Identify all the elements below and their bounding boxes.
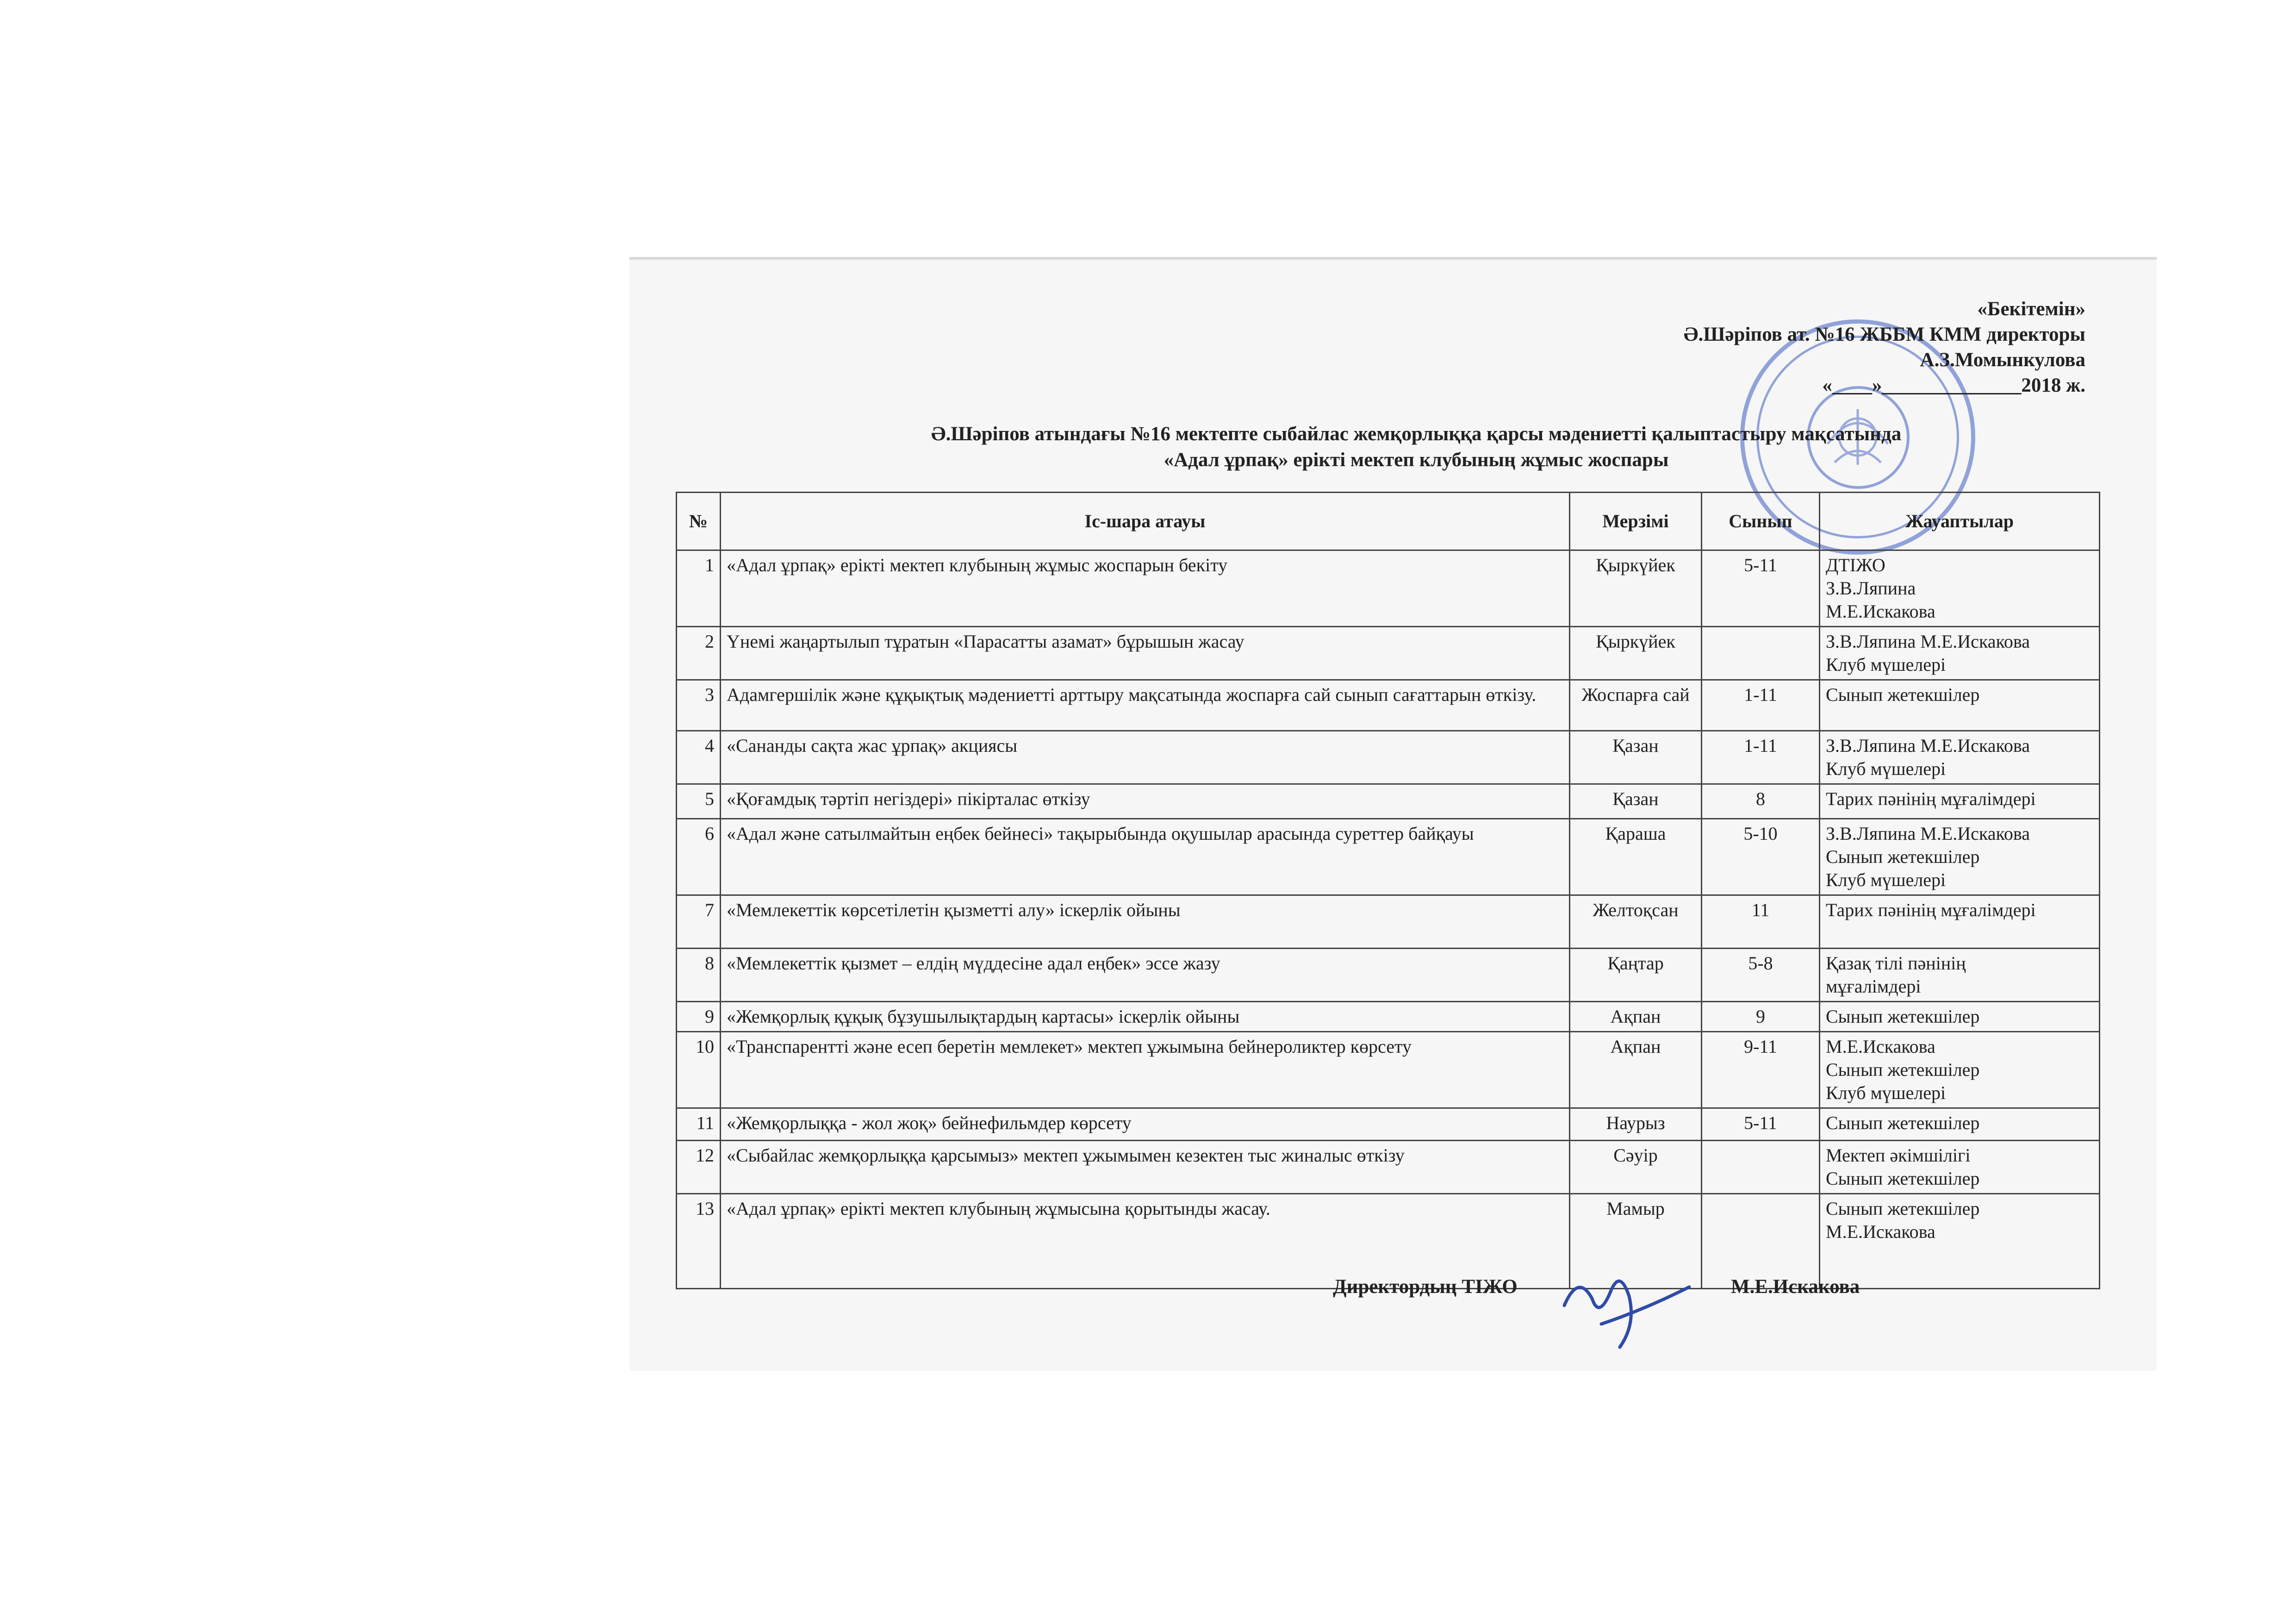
table-row — [677, 949, 2100, 1002]
row-grade: 5-11 — [1702, 550, 1820, 627]
row-grade: 5-10 — [1702, 819, 1820, 895]
row-number: 11 — [677, 1108, 721, 1141]
row-date: Жоспарға сай — [1570, 680, 1702, 731]
row-event: «Жемқорлық құқық бұзушылықтардың картасы» іскерлік ойыны — [721, 1002, 1570, 1032]
title-line-2: «Адал ұрпақ» ерікті мектеп клубының жұмыс жоспары — [1164, 449, 1669, 471]
header-responsible: Жауаптылар — [1820, 493, 2100, 550]
table-row — [677, 895, 2100, 949]
row-grade: 5-11 — [1702, 1108, 1820, 1141]
handwritten-signature — [1550, 1255, 1699, 1361]
table-header-row — [677, 493, 2100, 550]
signer-position: Директордың ТІЖО — [1333, 1276, 1518, 1298]
row-number: 6 — [677, 819, 721, 895]
row-number: 13 — [677, 1194, 721, 1289]
responsible-line: З.В.Ляпина М.Е.Искакова — [1826, 735, 2030, 756]
responsible-line: Сынып жетекшілер — [1826, 1059, 1980, 1080]
row-date: Ақпан — [1570, 1002, 1702, 1032]
row-responsible — [1820, 1032, 2100, 1108]
row-responsible — [1820, 550, 2100, 627]
table-row — [677, 550, 2100, 627]
row-responsible — [1820, 949, 2100, 1002]
approval-date: «____»______________2018 ж. — [1822, 375, 2085, 396]
responsible-line: Сынып жетекшілер — [1826, 1112, 1980, 1133]
table-row — [677, 1002, 2100, 1032]
responsible-line: Тарих пәнінің мұғалімдері — [1826, 788, 2036, 809]
header-event: Іс-шара атауы — [721, 493, 1570, 550]
row-event: «Қоғамдық тәртіп негіздері» пікірталас өткізу — [721, 784, 1570, 819]
row-date: Мамыр — [1570, 1194, 1702, 1289]
row-responsible — [1820, 1108, 2100, 1141]
plan-table — [676, 492, 2100, 1289]
row-date: Қазан — [1570, 731, 1702, 784]
responsible-line: М.Е.Искакова — [1826, 1221, 1935, 1242]
header-grade: Сынып — [1702, 493, 1820, 550]
row-grade: 1-11 — [1702, 731, 1820, 784]
row-date: Желтоқсан — [1570, 895, 1702, 949]
row-grade: 9-11 — [1702, 1032, 1820, 1108]
table-row — [677, 627, 2100, 680]
row-number: 12 — [677, 1141, 721, 1194]
responsible-line: мұғалімдері — [1826, 976, 1921, 997]
responsible-line: М.Е.Искакова — [1826, 1036, 1935, 1057]
row-number: 2 — [677, 627, 721, 680]
row-responsible — [1820, 680, 2100, 731]
row-number: 8 — [677, 949, 721, 1002]
row-date: Қараша — [1570, 819, 1702, 895]
table-row — [677, 784, 2100, 819]
row-grade: 9 — [1702, 1002, 1820, 1032]
row-event: «Транспарентті және есеп беретін мемлекет» мектеп ұжымына бейнероликтер көрсету — [721, 1032, 1570, 1108]
responsible-line: З.В.Ляпина — [1826, 578, 1916, 599]
row-event: «Адал және сатылмайтын еңбек бейнесі» тақырыбында оқушылар арасында суреттер байқауы — [721, 819, 1570, 895]
row-event: «Адал ұрпақ» ерікті мектеп клубының жұмысына қорытынды жасау. — [721, 1194, 1570, 1289]
row-grade: 11 — [1702, 895, 1820, 949]
row-number: 1 — [677, 550, 721, 627]
responsible-line: ДТІЖО — [1826, 555, 1885, 575]
row-grade: 5-8 — [1702, 949, 1820, 1002]
table-row — [677, 1108, 2100, 1141]
row-responsible — [1820, 819, 2100, 895]
responsible-line: Клуб мүшелері — [1826, 1082, 1946, 1103]
row-event: «Мемлекеттік қызмет – елдің мүддесіне адал еңбек» эссе жазу — [721, 949, 1570, 1002]
row-date: Сәуір — [1570, 1141, 1702, 1194]
row-number: 3 — [677, 680, 721, 731]
row-responsible — [1820, 1194, 2100, 1289]
signer-name: М.Е.Искакова — [1731, 1276, 1860, 1298]
row-grade — [1702, 1194, 1820, 1289]
responsible-line: Сынып жетекшілер — [1826, 1168, 1980, 1189]
row-grade: 8 — [1702, 784, 1820, 819]
responsible-line: З.В.Ляпина М.Е.Искакова — [1826, 631, 2030, 652]
row-event: «Мемлекеттік көрсетілетін қызметті алу» іскерлік ойыны — [721, 895, 1570, 949]
row-responsible — [1820, 784, 2100, 819]
row-date: Наурыз — [1570, 1108, 1702, 1141]
table-body — [677, 550, 2100, 1289]
title-line-1: Ә.Шәріпов атындағы №16 мектепте сыбайлас жемқорлыққа қарсы мәдениетті қалыптастыру мақсатында — [931, 423, 1902, 445]
row-number: 4 — [677, 731, 721, 784]
row-date: Қаңтар — [1570, 949, 1702, 1002]
row-number: 9 — [677, 1002, 721, 1032]
responsible-line: З.В.Ляпина М.Е.Искакова — [1826, 823, 2030, 844]
responsible-line: Сынып жетекшілер — [1826, 684, 1980, 705]
row-responsible — [1820, 895, 2100, 949]
table-row — [677, 731, 2100, 784]
table-row — [677, 680, 2100, 731]
row-event: Адамгершілік және құқықтық мәдениетті арттыру мақсатында жоспарға сай сынып сағаттарын өткізу. — [721, 680, 1570, 731]
approval-name: А.З.Момынкулова — [1920, 349, 2085, 371]
row-number: 5 — [677, 784, 721, 819]
table-row — [677, 819, 2100, 895]
responsible-line: Мектеп әкімшілігі — [1826, 1145, 1971, 1166]
row-number: 10 — [677, 1032, 721, 1108]
table-row — [677, 1141, 2100, 1194]
approval-director-line: Ә.Шәріпов ат. №16 ЖББМ КММ директоры — [1683, 324, 2085, 345]
table-row — [677, 1194, 2100, 1289]
row-date: Ақпан — [1570, 1032, 1702, 1108]
responsible-line: Клуб мүшелері — [1826, 758, 1946, 779]
approval-label: «Бекітемін» — [1977, 298, 2085, 320]
responsible-line: Сынып жетекшілер — [1826, 1006, 1980, 1027]
document-title — [676, 421, 2157, 473]
row-date: Қыркүйек — [1570, 550, 1702, 627]
header-date: Мерзімі — [1570, 493, 1702, 550]
row-responsible — [1820, 731, 2100, 784]
responsible-line: Клуб мүшелері — [1826, 654, 1946, 675]
row-grade — [1702, 1141, 1820, 1194]
responsible-line: Қазақ тілі пәнінің — [1826, 953, 1966, 974]
header-num: № — [677, 493, 721, 550]
row-event: «Сыбайлас жемқорлыққа қарсымыз» мектеп ұжымымен кезектен тыс жиналыс өткізу — [721, 1141, 1570, 1194]
row-date: Қазан — [1570, 784, 1702, 819]
row-number: 7 — [677, 895, 721, 949]
responsible-line: Клуб мүшелері — [1826, 869, 1946, 890]
responsible-line: Тарих пәнінің мұғалімдері — [1826, 899, 2036, 920]
responsible-line: Сынып жетекшілер — [1826, 846, 1980, 867]
row-responsible — [1820, 1002, 2100, 1032]
signature-line — [1333, 1275, 1860, 1298]
row-grade — [1702, 627, 1820, 680]
row-event: Үнемі жаңартылып тұратын «Парасатты азамат» бұрышын жасау — [721, 627, 1570, 680]
responsible-line: Сынып жетекшілер — [1826, 1198, 1980, 1219]
row-event: «Адал ұрпақ» ерікті мектеп клубының жұмыс жоспарын бекіту — [721, 550, 1570, 627]
row-grade: 1-11 — [1702, 680, 1820, 731]
approval-block — [1684, 296, 2085, 398]
row-date: Қыркүйек — [1570, 627, 1702, 680]
row-event: «Жемқорлыққа - жол жоқ» бейнефильмдер көрсету — [721, 1108, 1570, 1141]
responsible-line: М.Е.Искакова — [1826, 601, 1935, 622]
table-row — [677, 1032, 2100, 1108]
row-responsible — [1820, 627, 2100, 680]
row-event: «Сананды сақта жас ұрпақ» акциясы — [721, 731, 1570, 784]
row-responsible — [1820, 1141, 2100, 1194]
